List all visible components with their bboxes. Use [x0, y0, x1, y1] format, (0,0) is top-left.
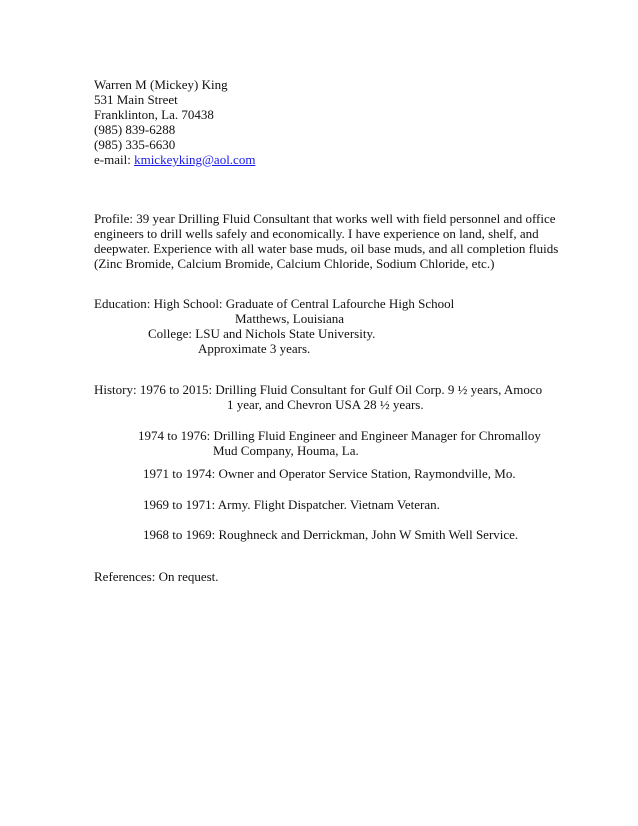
- contact-name: Warren M (Mickey) King: [94, 77, 228, 92]
- email-label: e-mail:: [94, 152, 135, 167]
- profile-line-1: Profile: 39 year Drilling Fluid Consultant that works well with field personnel and office: [94, 211, 556, 226]
- contact-phone-1: (985) 839-6288: [94, 122, 176, 137]
- education-high-school-location: Matthews, Louisiana: [235, 311, 345, 326]
- history-entry-3: 1971 to 1974: Owner and Operator Service Station, Raymondville, Mo.: [143, 466, 516, 481]
- contact-city: Franklinton, La. 70438: [94, 107, 214, 122]
- history-entry-1-line-2: 1 year, and Chevron USA 28 ½ years.: [227, 397, 424, 412]
- profile-line-4: (Zinc Bromide, Calcium Bromide, Calcium Chloride, Sodium Chloride, etc.): [94, 256, 495, 271]
- contact-email-line: [94, 152, 255, 167]
- profile-line-2: engineers to drill wells safely and economically. I have experience on land, shelf, and: [94, 226, 539, 241]
- history-entry-2-line-1: 1974 to 1976: Drilling Fluid Engineer and Engineer Manager for Chromalloy: [138, 428, 541, 443]
- profile-line-3: deepwater. Experience with all water base muds, oil base muds, and all completion fluids: [94, 241, 559, 256]
- education-high-school: Education: High School: Graduate of Central Lafourche High School: [94, 296, 455, 311]
- history-entry-5: 1968 to 1969: Roughneck and Derrickman, John W Smith Well Service.: [143, 527, 519, 542]
- history-entry-4: 1969 to 1971: Army. Flight Dispatcher. Vietnam Veteran.: [143, 497, 440, 512]
- contact-street: 531 Main Street: [94, 92, 178, 107]
- history-entry-2-line-2: Mud Company, Houma, La.: [213, 443, 359, 458]
- education-college: College: LSU and Nichols State University.: [148, 326, 376, 341]
- email-link[interactable]: kmickeyking@aol.com: [134, 152, 256, 167]
- history-entry-1-line-1: History: 1976 to 2015: Drilling Fluid Consultant for Gulf Oil Corp. 9 ½ years, Amoco: [94, 382, 543, 397]
- contact-phone-2: (985) 335-6630: [94, 137, 176, 152]
- education-college-duration: Approximate 3 years.: [198, 341, 311, 356]
- references: References: On request.: [94, 569, 219, 584]
